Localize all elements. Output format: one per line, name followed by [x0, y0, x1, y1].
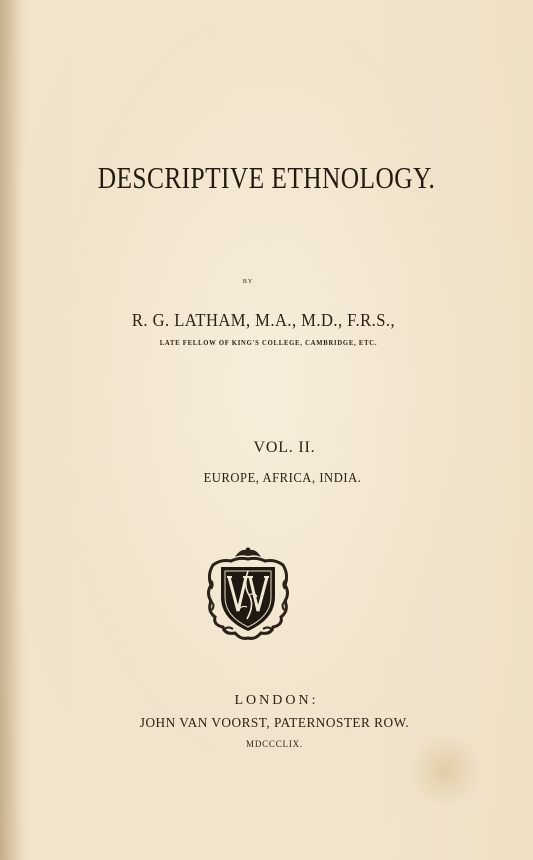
imprint-city: LONDON: — [234, 693, 319, 708]
volume-number: VOL. II. — [253, 439, 316, 456]
book-title: DESCRIPTIVE ETHNOLOGY. — [97, 160, 436, 195]
imprint-year: MDCCCLIX. — [246, 739, 303, 749]
by-line: BY — [242, 279, 254, 285]
author-affiliation: LATE FELLOW OF KING'S COLLEGE, CAMBRIDGE, ETC. — [159, 339, 378, 347]
imprint-publisher: JOHN VAN VOORST, PATERNOSTER ROW. — [139, 716, 410, 731]
author-name: R. G. LATHAM, M.A., M.D., F.R.S., — [131, 310, 396, 330]
publisher-monogram-shield-icon — [205, 545, 291, 641]
spine-shadow — [0, 0, 22, 860]
volume-subtitle: EUROPE, AFRICA, INDIA. — [203, 471, 362, 486]
